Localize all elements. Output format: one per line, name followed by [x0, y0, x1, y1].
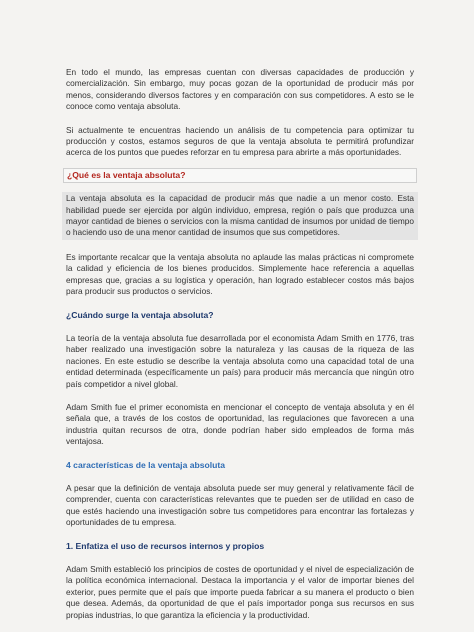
section-heading-box [63, 168, 417, 183]
paragraph-smith: Adam Smith fue el primer economista en mencionar el concepto de ventaja absoluta y en él señala que, a través de los costos de oportunidad, las regulaciones que favorecen a una industria quitan recursos de otra, donde podrían haber sido empleados de forma más ventajosa. [66, 401, 414, 447]
heading-when: ¿Cuándo surge la ventaja absoluta? [66, 309, 214, 320]
paragraph-definition: La ventaja absoluta es la capacidad de producir más que nadie a un menor costo. Esta habilidad puede ser ejercida por algún individuo, empresa, región o país que produzca una mayor cantidad de bienes o servicios con la misma cantidad de insumos por unidad de tiempo o haciendo uso de una menor cantidad de insumos que sus competidores. [66, 193, 414, 238]
paragraph-resources: Adam Smith estableció los principios de costes de oportunidad y el nivel de especialización de la política económica internacional. Destaca la importancia y el valor de importar bienes del exterior, pues permite que el país que importe pueda fabricar a su manera el producto o bien que desea. Además, da oportunidad de que el país importador ponga sus recursos en sus propias industrias, lo que garantiza la eficiencia y la productividad. [66, 564, 414, 620]
paragraph-theory: La teoría de la ventaja absoluta fue desarrollada por el economista Adam Smith en 1776, tras haber realizado una investigación sobre la naturaleza y las causas de la riqueza de las naciones. En este estudio se describe la ventaja absoluta como una capacidad total de una entidad determinada (específicamente un país) para producir más mercancía que ningún otro país competidor a nivel global. [66, 332, 414, 389]
paragraph-features-intro: A pesar que la definición de ventaja absoluta puede ser muy general y relativamente fácil de comprender, cuenta con características relevantes que te pueden ser de utilidad en caso de que estés haciendo una investigación sobre tus competidores para encontrar las fortalezas y oportunidades de tu empresa. [66, 482, 414, 528]
highlighted-definition [62, 192, 418, 240]
heading-features: 4 características de la ventaja absoluta [66, 459, 226, 470]
paragraph-important: Es importante recalcar que la ventaja absoluta no aplaude las malas prácticas ni compromete la calidad y eficiencia de los bienes producidos. Simplemente hace referencia a aquellas empresas que, gracias a su logística y operación, han logrado establecer costos más bajos para producir sus productos o servicios. [66, 251, 414, 297]
paragraph-intro-analysis: Si actualmente te encuentras haciendo un análisis de tu competencia para optimizar tu producción y costos, estamos seguros de que la ventaja absoluta te permitirá profundizar acerca de los puntos que puedes reforzar en tu empresa para abrirte a más oportunidades. [66, 124, 414, 158]
heading-resources: 1. Enfatiza el uso de recursos internos y propios [66, 540, 265, 551]
heading-what-is: ¿Qué es la ventaja absoluta? [67, 169, 186, 180]
paragraph-intro: En todo el mundo, las empresas cuentan con diversas capacidades de producción y comercialización. Sin embargo, muy pocas gozan de la oportunidad de producir más por menos, considerando diversos factores y en comparación con sus competidores. A esto se le conoce como ventaja absoluta. [66, 67, 414, 112]
